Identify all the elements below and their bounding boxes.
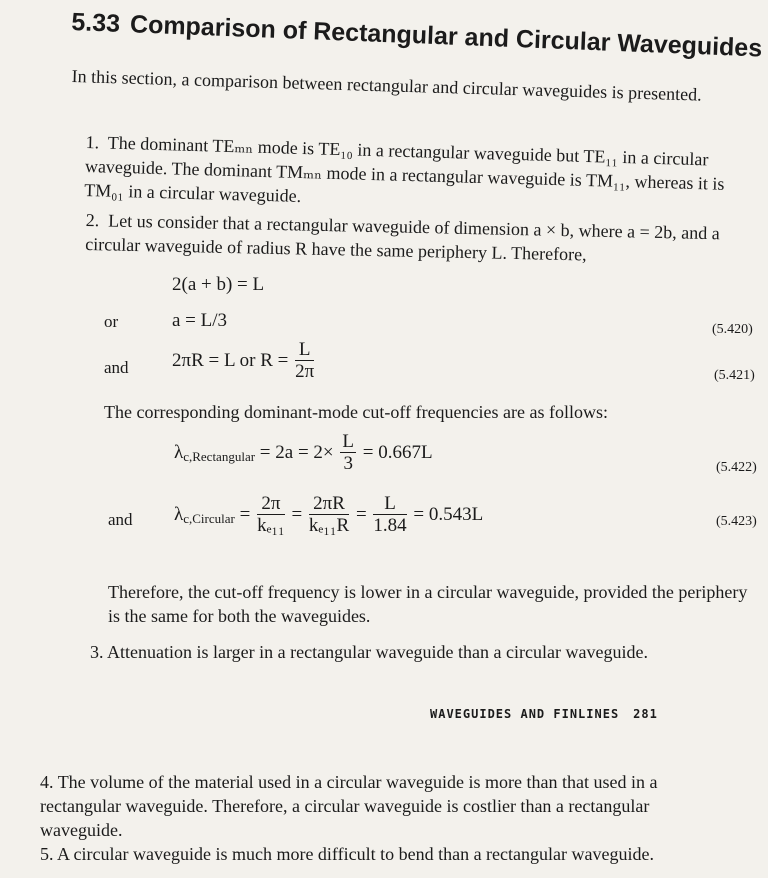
numerator: 2πR bbox=[309, 494, 349, 515]
list-item-text: A circular waveguide is much more difficult to bend than a rectangular waveguide. bbox=[57, 844, 654, 864]
list-item-text: Attenuation is larger in a rectangular waveguide than a circular waveguide. bbox=[107, 642, 648, 662]
word-or: or bbox=[104, 312, 119, 331]
list-item-number: 3. bbox=[90, 642, 104, 662]
list-item-4 bbox=[40, 770, 730, 842]
equation-label-5-420: (5.420) bbox=[712, 322, 753, 337]
equation-label-5-421: (5.421) bbox=[714, 368, 755, 383]
numerator: 2π bbox=[257, 494, 285, 515]
denominator: kₑ₁₁ bbox=[257, 515, 285, 536]
fraction-2 bbox=[309, 494, 349, 537]
fraction-3 bbox=[373, 494, 406, 537]
denominator: 1.84 bbox=[373, 515, 407, 536]
list-item-number: 5. bbox=[40, 844, 54, 864]
running-head-title: WAVEGUIDES AND FINLINES bbox=[430, 707, 620, 721]
running-head bbox=[430, 707, 658, 721]
equation-5-421 bbox=[172, 340, 316, 383]
fraction bbox=[295, 340, 314, 383]
list-item-number: 4. bbox=[40, 772, 54, 792]
list-item-text: The volume of the material used in a circular waveguide is more than that used in a rectangular waveguide. Therefore, a circular waveguide is costlier than a rectangular waveguide. bbox=[40, 772, 658, 840]
numerator: L bbox=[373, 494, 406, 515]
lambda-symbol: λ bbox=[174, 503, 184, 525]
list-item-1 bbox=[84, 130, 756, 221]
denominator: 3 bbox=[343, 453, 353, 474]
list-item-text: Let us consider that a rectangular waveguide of dimension a × b, where a = 2b, and a circular waveguide of radius R have the same periphery L. Therefore, bbox=[85, 210, 720, 265]
denominator: kₑ₁₁R bbox=[308, 515, 350, 536]
fraction-1 bbox=[257, 494, 285, 537]
equation-middle: = 2a = 2× bbox=[259, 441, 334, 463]
lambda-symbol: λ bbox=[174, 441, 184, 463]
denominator: 2π bbox=[295, 361, 315, 382]
equation-result: = 0.667L bbox=[362, 441, 433, 463]
equation-5-422 bbox=[174, 432, 433, 475]
fraction bbox=[340, 432, 356, 475]
equation-5-423: $\lambda_{c,Circular}$ = $\frac{2\pi}{\text{kₑ₁₁}}$ = $\frac{2\pi R}{\text{kₑ₁₁R}}$ = $\frac{L}{1.84}$ = 0.543L bbox=[174, 493, 484, 536]
dominant-mode-text: The corresponding dominant-mode cut-off frequencies are as follows: bbox=[104, 402, 608, 422]
numerator: L bbox=[342, 431, 354, 452]
word-and: and bbox=[108, 510, 133, 529]
section-title: Comparison of Rectangular and Circular Waveguides bbox=[129, 10, 763, 63]
subscript: c,Rectangular bbox=[183, 448, 256, 464]
equation-lhs: 2πR = L or R = bbox=[172, 349, 289, 371]
list-item-number: 1. bbox=[85, 131, 100, 153]
list-item-text: The dominant TEₘₙ mode is TE₁₀ in a rectangular waveguide but TE₁₁ in a circular waveguide. The dominant TMₘₙ mode in a rectangular waveguide is TM₁₁, whereas it is TM₀₁ in a circular waveguide. bbox=[84, 132, 725, 207]
section-heading bbox=[70, 8, 763, 63]
section-number: 5.33 bbox=[70, 8, 121, 38]
equation-label-5-422: (5.422) bbox=[716, 460, 757, 475]
list-item-3 bbox=[90, 640, 760, 664]
list-item-number: 2. bbox=[85, 209, 100, 231]
intro-paragraph: In this section, a comparison between rectangular and circular waveguides is presented. bbox=[71, 65, 702, 105]
numerator: L bbox=[295, 340, 314, 361]
page-number: 281 bbox=[633, 707, 658, 721]
equation-label-5-423: (5.423) bbox=[716, 514, 757, 529]
equation-periphery: 2(a + b) = L bbox=[172, 274, 265, 295]
equation-result: = 0.543L bbox=[413, 503, 484, 525]
subscript: c,Circular bbox=[183, 510, 235, 526]
equation-5-420: a = L/3 bbox=[172, 310, 228, 331]
word-and: and bbox=[104, 358, 129, 377]
list-item-5 bbox=[40, 842, 730, 866]
conclusion-paragraph: Therefore, the cut-off frequency is lower in a circular waveguide, provided the periphery is the same for both the waveguides. bbox=[108, 582, 748, 626]
